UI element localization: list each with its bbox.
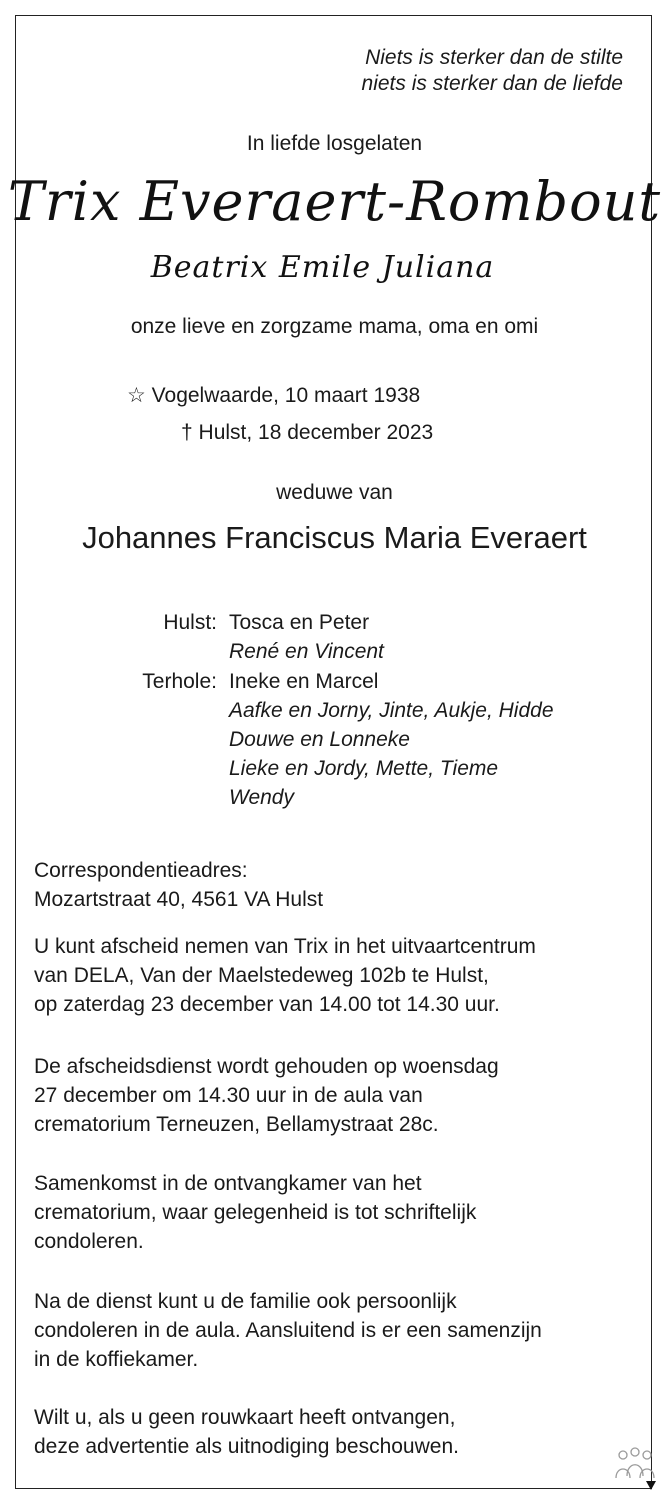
family-names: Lieke en Jordy, Mette, Tieme — [229, 757, 499, 780]
paragraph-line: De afscheidsdienst wordt gehouden op woensdag — [34, 1055, 499, 1078]
family-place: Hulst: — [163, 611, 217, 634]
motto-line-2: niets is sterker dan de liefde — [361, 72, 623, 95]
paragraph-line: deze advertentie als uitnodiging beschouwen. — [34, 1435, 459, 1458]
given-names: Beatrix Emile Juliana — [150, 250, 495, 285]
motto-line-1: Niets is sterker dan de stilte — [365, 46, 623, 69]
paragraph-line: condoleren. — [34, 1230, 144, 1253]
paragraph-invitation — [34, 1403, 459, 1461]
paragraph-line: Na de dienst kunt u de familie ook persoonlijk — [34, 1290, 457, 1313]
paragraph-line: van DELA, Van der Maelstedeweg 102b te Hulst, — [34, 964, 489, 987]
star-icon: ☆ — [127, 384, 146, 407]
people-group-icon — [609, 1446, 657, 1492]
family-names: Tosca en Peter — [229, 611, 370, 634]
death-line — [181, 421, 433, 445]
paragraph-line: Samenkomst in de ontvangkamer van het — [34, 1172, 422, 1195]
family-names: Ineke en Marcel — [229, 670, 379, 693]
paragraph-service — [34, 1052, 499, 1139]
paragraph-line: op zaterdag 23 december van 14.00 tot 14.30 uur. — [34, 993, 500, 1016]
birth-line — [127, 383, 420, 408]
family-place: Terhole: — [142, 670, 217, 693]
paragraph-line: Wilt u, als u geen rouwkaart heeft ontvangen, — [34, 1406, 456, 1429]
paragraph-line: condoleren in de aula. Aansluitend is er een samenzijn — [34, 1319, 542, 1342]
notice-frame — [15, 15, 652, 1489]
motto — [362, 45, 623, 97]
birth-text: Vogelwaarde, 10 maart 1938 — [151, 384, 421, 407]
paragraph-correspondence — [34, 856, 323, 914]
deceased-name: Trix Everaert-Rombout — [7, 170, 662, 233]
paragraph-line: crematorium Terneuzen, Bellamystraat 28c. — [34, 1113, 439, 1136]
paragraph-condolences — [34, 1287, 542, 1374]
family-names: Douwe en Lonneke — [229, 728, 410, 751]
paragraph-line: crematorium, waar gelegenheid is tot schriftelijk — [34, 1201, 477, 1224]
family-names: Wendy — [229, 786, 294, 809]
paragraph-farewell — [34, 932, 536, 1019]
paragraph-line: 27 december om 14.30 uur in de aula van — [34, 1084, 423, 1107]
paragraph-gathering — [34, 1169, 476, 1256]
family-names: Aafke en Jorny, Jinte, Aukje, Hidde — [229, 699, 554, 722]
intro-text: In liefde losgelaten — [246, 132, 423, 155]
paragraph-line: Mozartstraat 40, 4561 VA Hulst — [34, 888, 324, 911]
widow-of-label: weduwe van — [276, 481, 393, 504]
description: onze lieve en zorgzame mama, oma en omi — [130, 315, 539, 338]
death-text: Hulst, 18 december 2023 — [198, 421, 434, 444]
paragraph-line: Correspondentieadres: — [34, 859, 248, 882]
paragraph-line: U kunt afscheid nemen van Trix in het uitvaartcentrum — [34, 935, 536, 958]
paragraph-line: in de koffiekamer. — [34, 1348, 199, 1371]
cross-icon: † — [181, 421, 193, 444]
spouse-name: Johannes Franciscus Maria Everaert — [82, 520, 587, 555]
family-names: René en Vincent — [229, 640, 384, 663]
